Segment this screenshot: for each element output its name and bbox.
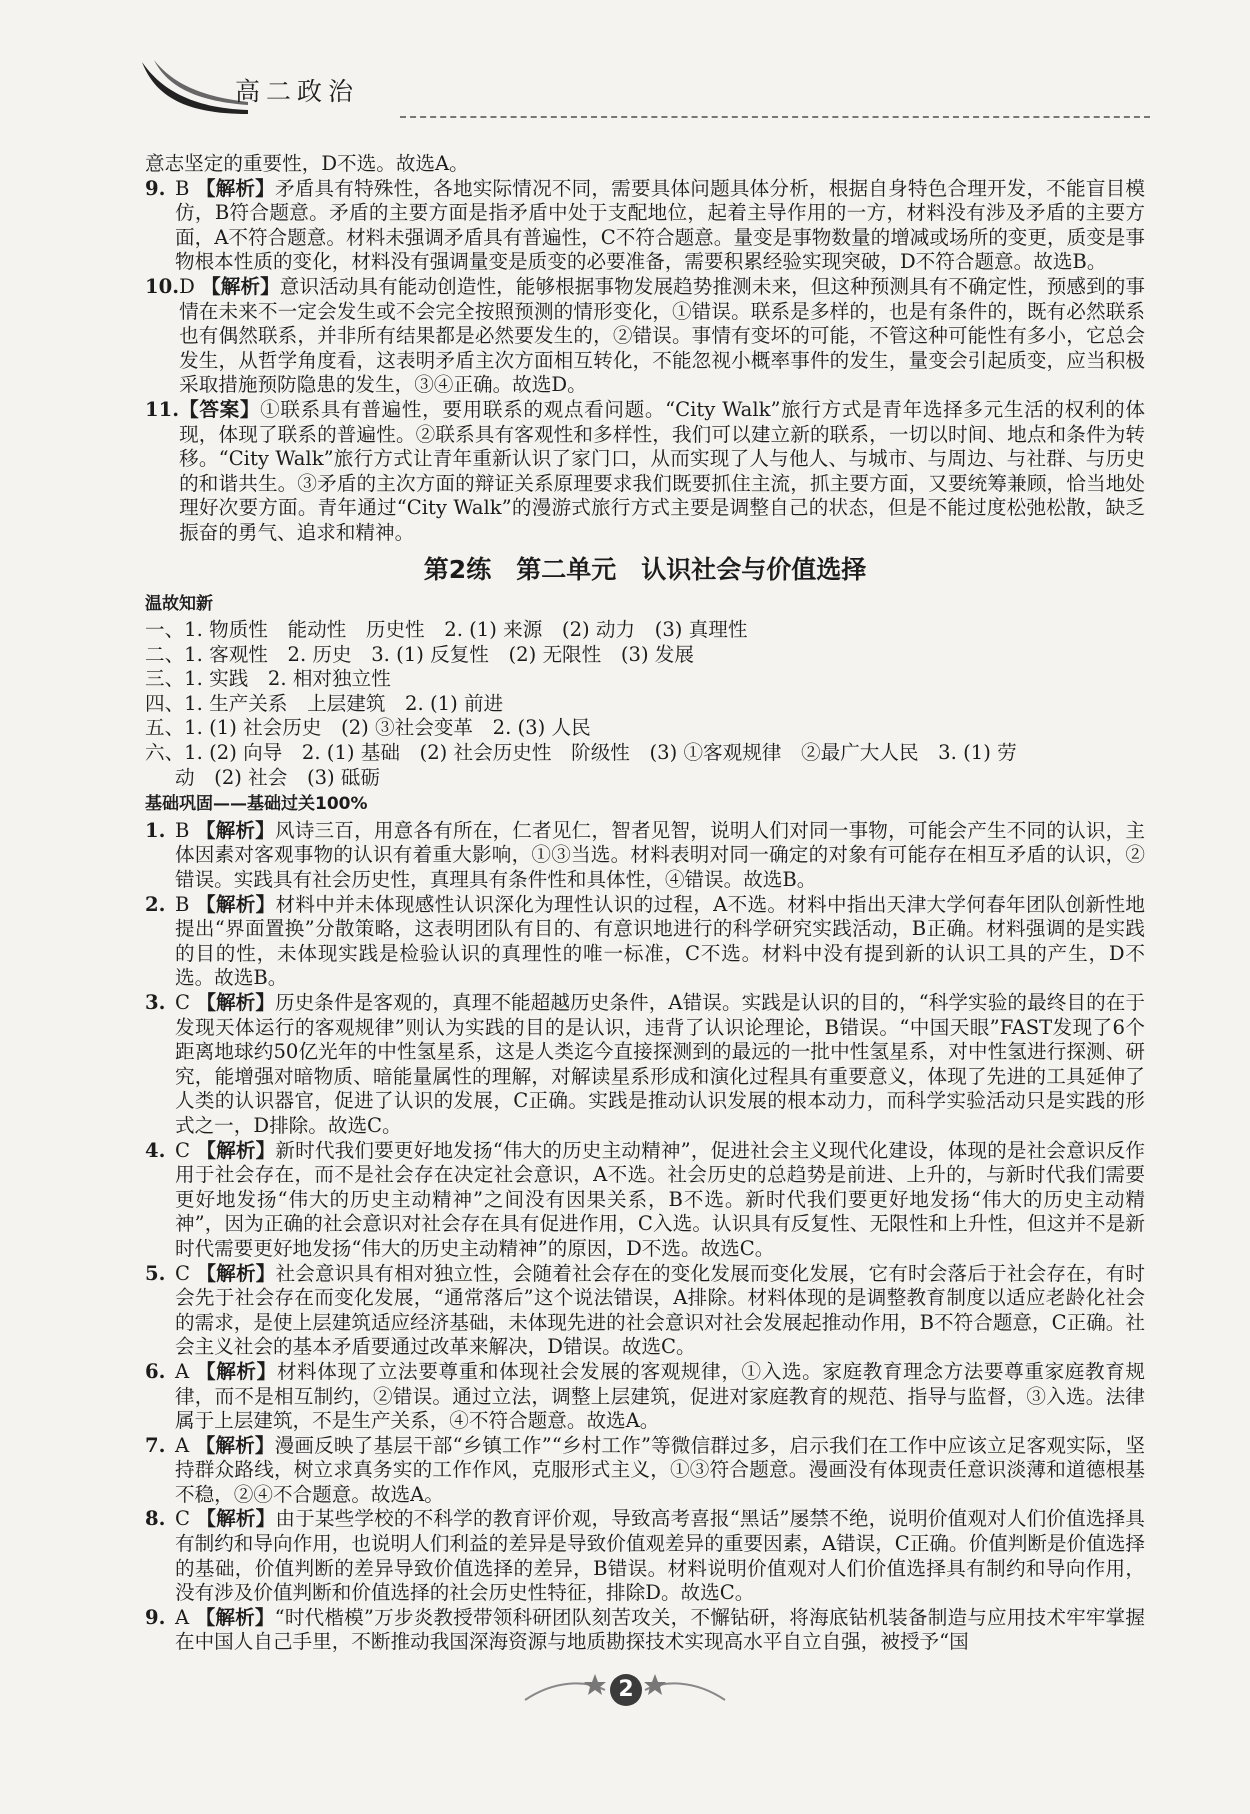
question-answer: A bbox=[175, 1359, 190, 1383]
question-tag: 【解析】 bbox=[196, 1507, 276, 1531]
question-body bbox=[175, 893, 1145, 991]
header-swoosh-icon bbox=[140, 58, 250, 118]
question-answer: C bbox=[175, 991, 190, 1014]
question-item bbox=[145, 1262, 1145, 1360]
question-item bbox=[145, 1507, 1145, 1605]
part1-items bbox=[145, 177, 1145, 546]
review-line: 动 (2) 社会 (3) 砥砺 bbox=[175, 765, 381, 789]
question-number: 5. bbox=[145, 1261, 166, 1285]
page-number: 2 bbox=[610, 1674, 642, 1706]
review-lines bbox=[145, 618, 1145, 790]
question-item bbox=[145, 1606, 1145, 1655]
question-tag: 【解析】 bbox=[196, 1359, 277, 1383]
question-number: 6. bbox=[145, 1359, 166, 1383]
review-line: 六、1. (2) 向导 2. (1) 基础 (2) 社会历史性 阶级性 (3) ①客观规律 ②最广大人民 3. (1) 劳 bbox=[145, 741, 1017, 765]
section-title: 第2练 第二单元 认识社会与价值选择 bbox=[423, 554, 867, 584]
question-tag: 【解析】 bbox=[195, 892, 276, 916]
question-tag: 【解析】 bbox=[201, 274, 280, 298]
question-text: “时代楷模”万步炎教授带领科研团队刻苦攻关，不懈钻研，将海底钻机装备制造与应用技术牢牢掌握在中国人自己手里，不断推动我国深海资源与地质勘探技术实现高水平自立自强，被授予“国 bbox=[175, 1605, 1145, 1654]
question-answer: B bbox=[175, 892, 190, 916]
question-body bbox=[175, 1606, 1145, 1655]
question-body bbox=[175, 819, 1145, 893]
question-tag: 【解析】 bbox=[196, 1261, 276, 1285]
question-number: 7. bbox=[145, 1433, 166, 1457]
question-answer: C bbox=[175, 1138, 190, 1162]
page-content bbox=[145, 152, 1145, 1655]
question-text: 材料中并未体现感性认识深化为理性认识的过程，A不选。材料中指出天津大学何春年团队创新性地提出“界面置换”分散策略，这表明团队有目的、有意识地进行的科学研究实践活动，B正确。材料强调的是实践的目的性，未体现实践是检验认识的真理性的唯一标准，C不选。材料中没有提到新的认识工具的产生，D不选。故选B。 bbox=[175, 892, 1146, 990]
review-line: 二、1. 客观性 2. 历史 3. (1) 反复性 (2) 无限性 (3) 发展 bbox=[145, 642, 694, 666]
question-item bbox=[145, 177, 1145, 275]
question-item bbox=[145, 275, 1145, 398]
question-tag: 【解析】 bbox=[195, 176, 275, 200]
review-line: 一、1. 物质性 能动性 历史性 2. (1) 来源 (2) 动力 (3) 真理性 bbox=[145, 618, 748, 642]
question-body bbox=[175, 991, 1145, 1139]
question-item bbox=[145, 1434, 1145, 1508]
page-header bbox=[140, 58, 1150, 128]
question-text: 社会意识具有相对独立性，会随着社会存在的变化发展而变化发展，它有时会落后于社会存在，有时会先于社会存在而变化发展，“通常落后”这个说法错误，A排除。材料体现的是调整教育制度以适应老龄化社会的需求，是使上层建筑适应经济基础，未体现先进的社会意识对社会发展起推动作用，B不符合题意，C正确。社会主义社会的基本矛盾要通过改革来解决，D错误。故选C。 bbox=[175, 1261, 1146, 1359]
question-number: 1. bbox=[145, 818, 166, 842]
question-item bbox=[145, 1139, 1145, 1262]
question-text: 历史条件是客观的，真理不能超越历史条件，A错误。实践是认识的目的，“科学实验的最终目的在于发现天体运行的客观规律”则认为实践的目的是认识，违背了认识论理论，B错误。“中国天眼”FAST发现了6个距离地球约50亿光年的中性氢星系，这是人类迄今直接探测到的最远的一批中性氢星系，对中性氢进行探测、研究，能增强对暗物质、暗能量属性的理解，对解读星系形成和演化过程具有重要意义，体现了先进的工具延伸了人类的认识器官，促进了认识的发展，C正确。实践是推动认识发展的根本动力，而科学实验活动只是实践的形式之一，D排除。故选C。 bbox=[175, 991, 1146, 1137]
header-rule bbox=[400, 116, 1150, 118]
question-text: 矛盾具有特殊性，各地实际情况不同，需要具体问题具体分析，根据自身特色合理开发，不能盲目模仿，B符合题意。矛盾的主要方面是指矛盾中处于支配地位，起着主导作用的一方，材料没有涉及矛盾的主要方面，A不符合题意。材料未强调矛盾具有普遍性，C不符合题意。量变是事物数量的增减或场所的变更，质变是事物根本性质的变化，材料没有强调量变是质变的必要准备，需要积累经验实现突破，D不符合题意。故选B。 bbox=[175, 176, 1146, 274]
question-tag: 【答案】 bbox=[179, 397, 261, 421]
question-body bbox=[175, 1262, 1145, 1360]
question-number: 3. bbox=[145, 991, 166, 1014]
question-tag: 【解析】 bbox=[196, 991, 275, 1014]
question-text: 新时代我们要更好地发扬“伟大的历史主动精神”，促进社会主义现代化建设，体现的是社会意识反作用于社会存在，而不是社会存在决定社会意识，A不选。社会历史的总趋势是前进、上升的，与新时代我们需要更好地发扬“伟大的历史主动精神”之间没有因果关系，B不选。新时代我们要更好地发扬“伟大的历史主动精神”，因为正确的社会意识对社会存在具有促进作用，C入选。认识具有反复性、无限性和上升性，但这并不是新时代需要更好地发扬“伟大的历史主动精神”的原因，D不选。故选C。 bbox=[175, 1138, 1145, 1260]
question-number: 4. bbox=[145, 1138, 166, 1162]
basics-items bbox=[145, 819, 1145, 1655]
question-answer: A bbox=[175, 1605, 190, 1629]
question-body bbox=[175, 1434, 1145, 1508]
question-text: 意识活动具有能动创造性，能够根据事物发展趋势推测未来，但这种预测具有不确定性，预感到的事情在未来不一定会发生或不会完全按照预测的情形变化，①错误。联系是多样的，也是有条件的，既有必然联系也有偶然联系，并非所有结果都是必然要发生的，②错误。事情有变坏的可能，不管这种可能性有多小，它总会发生，从哲学角度看，这表明矛盾主次方面相互转化，不能忽视小概率事件的发生，量变会引起质变，应当积极采取措施预防隐患的发生，③④正确。故选D。 bbox=[179, 274, 1146, 397]
question-number: 8. bbox=[145, 1507, 166, 1531]
question-text: 漫画反映了基层干部“乡镇工作”“乡村工作”等微信群过多，启示我们在工作中应该立足客观实际，坚持群众路线，树立求真务实的工作作风，克服形式主义，①③符合题意。漫画没有体现责任意识淡薄和道德根基不稳，②④不合题意。故选A。 bbox=[175, 1433, 1145, 1506]
question-text: 风诗三百，用意各有所在，仁者见仁，智者见智，说明人们对同一事物，可能会产生不同的认识，主体因素对客观事物的认识有着重大影响，①③当选。材料表明对同一确定的对象有可能存在相互矛盾的认识，②错误。实践具有社会历史性，真理具有条件性和具体性，④错误。故选B。 bbox=[175, 818, 1146, 892]
question-body bbox=[175, 177, 1145, 275]
question-number: 9. bbox=[145, 176, 166, 200]
question-tag: 【解析】 bbox=[196, 1138, 276, 1162]
question-answer: D bbox=[179, 274, 195, 298]
header-title: 高二政治 bbox=[235, 77, 360, 106]
question-tag: 【解析】 bbox=[195, 1433, 275, 1457]
question-item bbox=[145, 893, 1145, 991]
review-heading: 温故知新 bbox=[145, 593, 213, 614]
question-item bbox=[145, 819, 1145, 893]
question-item bbox=[145, 991, 1145, 1139]
question-number: 9. bbox=[145, 1605, 166, 1629]
question-body bbox=[179, 398, 1145, 546]
question-answer: A bbox=[175, 1433, 190, 1457]
basics-heading: 基础巩固——基础过关100% bbox=[145, 794, 368, 815]
question-tag: 【解析】 bbox=[195, 1605, 275, 1629]
question-text: 由于某些学校的不科学的教育评价观，导致高考喜报“黑话”屡禁不绝，说明价值观对人们价值选择具有制约和导向作用，也说明人们利益的差异是导致价值观差异的重要因素，A错误，C正确。价值判断是价值选择的基础，价值判断的差异导致价值选择的差异，B错误。材料说明价值观对人们价值选择具有制约和导向作用，没有涉及价值判断和价值选择的社会历史性特征，排除D。故选C。 bbox=[175, 1507, 1145, 1605]
question-number: 11. bbox=[145, 397, 180, 421]
question-number: 10. bbox=[145, 274, 180, 298]
top-continuation: 意志坚定的重要性，D不选。故选A。 bbox=[145, 152, 469, 175]
question-body bbox=[179, 275, 1145, 398]
page-footer bbox=[515, 1660, 735, 1720]
review-line: 四、1. 生产关系 上层建筑 2. (1) 前进 bbox=[145, 691, 504, 715]
question-tag: 【解析】 bbox=[195, 818, 275, 842]
question-item bbox=[145, 1360, 1145, 1434]
question-item bbox=[145, 398, 1145, 546]
question-number: 2. bbox=[145, 892, 166, 916]
question-body bbox=[175, 1139, 1145, 1262]
question-answer: B bbox=[175, 818, 190, 842]
review-line: 五、1. (1) 社会历史 (2) ③社会变革 2. (3) 人民 bbox=[145, 716, 591, 740]
question-answer: C bbox=[175, 1261, 190, 1285]
question-answer: B bbox=[175, 176, 190, 200]
question-body bbox=[175, 1507, 1145, 1605]
question-text: ①联系具有普遍性，要用联系的观点看问题。“City Walk”旅行方式是青年选择多元生活的权利的体现，体现了联系的普遍性。②联系具有客观性和多样性，我们可以建立新的联系，一切以时间、地点和条件为转移。“City Walk”旅行方式让青年重新认识了家门口，从而实现了人与他人、与城市、与周边、与社群、与历史的和谐共生。③矛盾的主次方面的辩证关系原理要求我们既要抓住主流，抓主要方面，又要统筹兼顾，恰当地处理好次要方面。青年通过“City Walk”的漫游式旅行方式主要是调整自己的状态，但是不能过度松弛松散，缺乏振奋的勇气、追求和精神。 bbox=[179, 397, 1145, 544]
question-body bbox=[175, 1360, 1145, 1434]
review-line: 三、1. 实践 2. 相对独立性 bbox=[145, 667, 391, 691]
question-text: 材料体现了立法要尊重和体现社会发展的客观规律，①入选。家庭教育理念方法要尊重家庭教育规律，而不是相互制约，②错误。通过立法，调整上层建筑，促进对家庭教育的规范、指导与监督，③入选。法律属于上层建筑，不是生产关系，④不符合题意。故选A。 bbox=[175, 1359, 1146, 1433]
question-answer: C bbox=[175, 1507, 190, 1531]
